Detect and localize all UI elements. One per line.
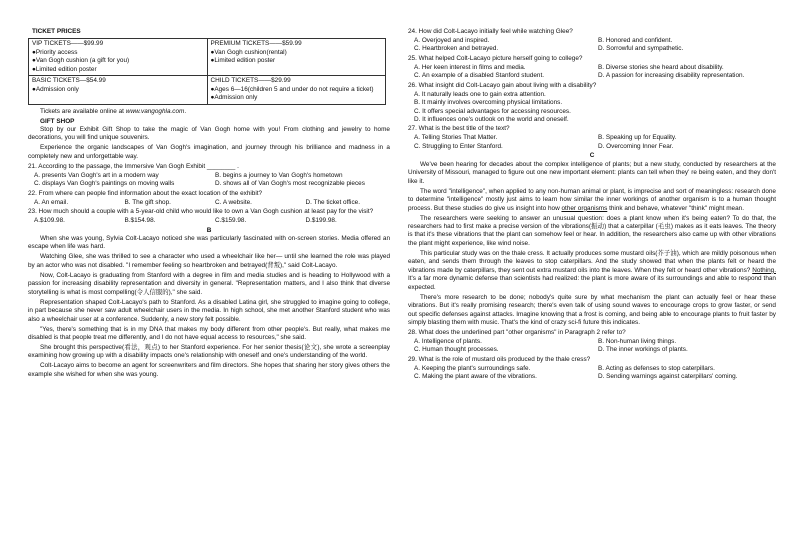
- answer-option[interactable]: C. Human thought processes.: [414, 346, 499, 354]
- question-24: [408, 28, 776, 54]
- question-stem: 23. How much should a couple with a 5-year-old child who would like to own a Van Gogh cushion at least pay for the visit?: [28, 208, 374, 216]
- answer-options: [414, 338, 776, 355]
- question-stem: 27. What is the best title of the text?: [408, 125, 510, 133]
- underlined-word: Nothing.: [752, 266, 777, 274]
- passage-b-paragraph: Now, Colt-Lacayo is graduating from Stanford with a degree in film and media studies and is heading to Hollywood with a passion for increasing disability representation and diversity in general. "Representation matters, and I also think that diverse storytelling is what is most compelling(令人信服的)," she said.: [28, 271, 390, 296]
- answer-options: [414, 134, 776, 151]
- answer-option[interactable]: B.$154.98.: [124, 217, 156, 225]
- vip-item: ●Priority access: [32, 48, 78, 56]
- answer-options: [34, 172, 390, 189]
- answer-options: [34, 217, 390, 225]
- answer-option[interactable]: A. An email.: [34, 198, 69, 206]
- child-item: ●Ages 6—16(children 5 and under do not require a ticket): [210, 85, 374, 93]
- question-stem: 25. What helped Colt-Lacayo picture herself going to college?: [408, 54, 583, 62]
- vip-heading: VIP TICKETS——$99.99: [32, 40, 104, 48]
- answer-option[interactable]: D.$199.98.: [305, 217, 337, 225]
- answer-option[interactable]: D. shows all of Van Gogh's most recognizable pieces: [215, 180, 365, 188]
- answer-options: [414, 64, 776, 81]
- right-column: [408, 28, 776, 383]
- passage-c-paragraph: There's more research to be done; nobody's quite sure by what mechanism the plant can actually feel or hear these vibrations. But it's really promising research; there's even talk of using sound waves to encourage crops to grow faster, or send out specific defenses against attacks. Imagine knowing that a frost is coming, and being able to encourage plants to fruit faster by simply blasting them with music. That's the kind of crazy sci-fi future this indicates.: [408, 293, 776, 326]
- answer-option[interactable]: D. Sending warnings against caterpillars' coming.: [598, 373, 738, 381]
- question-27: [408, 125, 776, 151]
- answer-option[interactable]: B. It mainly involves overcoming physical limitations.: [414, 99, 563, 107]
- answer-option[interactable]: A. Keeping the plant's surroundings safe.: [414, 364, 531, 372]
- answer-option[interactable]: A. Telling Stories That Matter.: [414, 134, 498, 142]
- answer-options: [414, 37, 776, 54]
- passage-c-paragraph: The word "intelligence", when applied to any non-human animal or plant, is imprecise and sort of meaningless: research done to determine "intelligence" mostly just aims to learn how similar the inner workings of another organism is to a human thought process. But these studies do give us insight into how other organisms think and behave, whatever "think" might mean.: [408, 187, 776, 212]
- gift-shop-paragraph: Stop by our Exhibit Gift Shop to take the magic of Van Gogh home with you! From clothing and jewelry to home decorations, you will find unique souvenirs.: [28, 126, 390, 142]
- answer-option[interactable]: B. Speaking up for Equality.: [598, 134, 677, 142]
- premium-ticket-cell: [207, 39, 386, 76]
- answer-option[interactable]: B. begins a journey to Van Gogh's hometown: [215, 171, 343, 179]
- answer-option[interactable]: C. Struggling to Enter Stanford.: [414, 142, 503, 150]
- answer-option[interactable]: B. Acting as defenses to stop caterpillars.: [598, 364, 715, 372]
- answer-option[interactable]: D. The ticket office.: [305, 198, 360, 206]
- answer-option[interactable]: B. Non-human living things.: [598, 337, 677, 345]
- answer-option[interactable]: D. Overcoming Inner Fear.: [598, 142, 674, 150]
- passage-b-paragraph: She brought this perspective(看法，观点) to her Stanford experience. For her senior thesis(论文), she wrote a screenplay examining how growing up with a disability impacts one's relationship with oneself and one's understanding of the world.: [28, 343, 390, 360]
- passage-b-paragraph: Representation shaped Colt-Lacayo's path to Stanford. As a disabled Latina girl, she struggled to imagine going to college, in part because she never saw adult wheelchair users in the media. In high school, she met another Stanford student who was also a wheelchair user at a conference. Suddenly, a new story felt possible.: [28, 298, 390, 323]
- section-c-label: C: [589, 152, 595, 160]
- answer-option[interactable]: A.$109.98.: [34, 217, 65, 225]
- passage-c-paragraph: The researchers were seeking to answer an unusual question: does a plant know when it's being eaten? To do that, the researchers had to first make a precise version of the vibrations(振动) that a caterpillar (毛虫) makes as it eats leaves. The theory is that it's these vibrations that the plant can somehow feel or hear. In addition, the researchers also came up with other vibrations the plant might experience, like wind noise.: [408, 214, 776, 247]
- answer-option[interactable]: D. Sorrowful and sympathetic.: [598, 45, 684, 53]
- answer-options: [34, 199, 390, 207]
- basic-ticket-cell: [29, 76, 208, 104]
- ticket-website-link[interactable]: www.vangoghla.com: [125, 107, 185, 115]
- passage-b-paragraph: Colt-Lacayo aims to become an agent for screenwriters and film directors. She hopes that sharing her story gives others the example she wished for when she was young.: [28, 362, 390, 378]
- gift-shop-paragraph: Experience the organic landscapes of Van Gogh's imagination, and journey through his brilliance and madness in a completely new and unforgettable way.: [28, 144, 390, 160]
- premium-item: ●Limited edition poster: [210, 57, 276, 65]
- answer-option[interactable]: A. Overjoyed and inspired.: [414, 36, 490, 44]
- section-b-label: B: [206, 226, 212, 234]
- vip-ticket-cell: [29, 39, 208, 76]
- passage-b-paragraph: Watching Glee, she was thrilled to see a character who used a wheelchair like her— until she learned the role was played by an actor who was not disabled. "I remember feeling so heartbroken and betrayed(背叛)," said Colt-Lacayo.: [28, 253, 390, 269]
- answer-options: [414, 365, 776, 382]
- answer-option[interactable]: C. A website.: [215, 198, 252, 206]
- answer-options: [414, 91, 776, 125]
- premium-heading: PREMIUM TICKETS——$59.99: [210, 40, 302, 48]
- answer-option[interactable]: B. Diverse stories she heard about disability.: [598, 63, 724, 71]
- child-item: ●Admission only: [210, 94, 258, 102]
- question-stem: 28. What does the underlined part "other organisms" in Paragraph 2 refer to?: [408, 328, 626, 336]
- answer-option[interactable]: A. It naturally leads one to gain extra attention.: [414, 90, 546, 98]
- question-25: [408, 55, 776, 81]
- passage-c-paragraph: We've been hearing for decades about the complex intelligence of plants; but a new study, conducted by researchers at the University of Missouri, managed to figure out one new important element: plants can tell when they' re being eaten, and they don't like it.: [408, 160, 776, 185]
- question-stem: 22. From where can people find information about the exact location of the exhibit?: [28, 189, 263, 197]
- answer-option[interactable]: B. Honored and confident.: [598, 36, 673, 44]
- question-21: [28, 163, 390, 189]
- vip-item: ●Van Gogh cushion (a gift for you): [32, 57, 130, 65]
- answer-option[interactable]: C.$159.98.: [215, 217, 247, 225]
- question-28: [408, 329, 776, 355]
- answer-option[interactable]: C. Making the plant aware of the vibrations.: [414, 373, 537, 381]
- passage-c-paragraph: This particular study was on the thale cress. It actually produces some mustard oils(芥子油), which are mildly poisonous when eaten, and sends them through the leaves to stop caterpillars. And the study showed that when the plants felt or heard the vibrations made by caterpillars, they sent out extra mustard oils into the leaves. When they felt or heard other vibrations? Nothing. It's a far more dynamic defense than scientists had realized: the plant is more aware of its surroundings and able to respond than expected.: [408, 249, 777, 291]
- question-26: [408, 82, 776, 125]
- underlined-phrase: other organisms: [561, 204, 608, 212]
- question-stem: 24. How did Colt-Lacayo initially feel while watching Glee?: [408, 28, 573, 35]
- question-29: [408, 356, 776, 382]
- answer-option[interactable]: C. Heartbroken and betrayed.: [414, 45, 499, 53]
- answer-option[interactable]: D. A passion for increasing disability representation.: [598, 72, 745, 80]
- child-heading: CHILD TICKETS——$29.99: [210, 77, 291, 85]
- answer-option[interactable]: C. It offers special advantages for accessing resources.: [414, 107, 571, 115]
- answer-option[interactable]: C. displays Van Gogh's paintings on moving walls: [34, 180, 175, 188]
- ticket-prices-title: TICKET PRICES: [32, 28, 81, 35]
- gift-shop-title: GIFT SHOP: [40, 117, 75, 125]
- question-23: [28, 208, 390, 225]
- answer-option[interactable]: C. An example of a disabled Stanford student.: [414, 72, 545, 80]
- question-stem: 21. According to the passage, the Immersive Van Gogh Exhibit ________ .: [28, 162, 239, 170]
- answer-option[interactable]: D. The inner workings of plants.: [598, 346, 688, 354]
- basic-item: ●Admission only: [32, 85, 79, 93]
- answer-option[interactable]: B. The gift shop.: [124, 198, 171, 206]
- ticket-price-table: [28, 38, 386, 104]
- answer-option[interactable]: D. It influences one's outlook on the world and oneself.: [414, 116, 569, 124]
- question-22: [28, 190, 390, 207]
- basic-heading: BASIC TICKETS—$54.99: [32, 77, 106, 85]
- premium-item: ●Van Gogh cushion(rental): [210, 48, 287, 56]
- question-stem: 26. What insight did Colt-Lacayo gain about living with a disability?: [408, 81, 597, 89]
- answer-option[interactable]: A. presents Van Gogh's art in a modern way: [34, 171, 159, 179]
- question-stem: 29. What is the role of mustard oils produced by the thale cress?: [408, 355, 591, 363]
- passage-b-paragraph: "Yes, there's something that is in my DNA that makes my body different from other people's. But really, what makes me disabled is that people treat me differently, and I do not have equal access to resources," she said.: [28, 325, 390, 341]
- child-ticket-cell: [207, 76, 386, 104]
- passage-b-paragraph: When she was young, Sylvia Colt-Lacayo noticed she was particularly fascinated with on-screen stories. Media offered an escape when life was hard.: [28, 234, 390, 251]
- vip-item: ●Limited edition poster: [32, 65, 97, 73]
- answer-option[interactable]: A. Intelligence of plants.: [414, 337, 482, 345]
- left-column: [28, 28, 390, 381]
- answer-option[interactable]: A. Her keen interest in films and media.: [414, 63, 526, 71]
- ticket-online-note: Tickets are available online at www.vangoghla.com.: [40, 107, 187, 115]
